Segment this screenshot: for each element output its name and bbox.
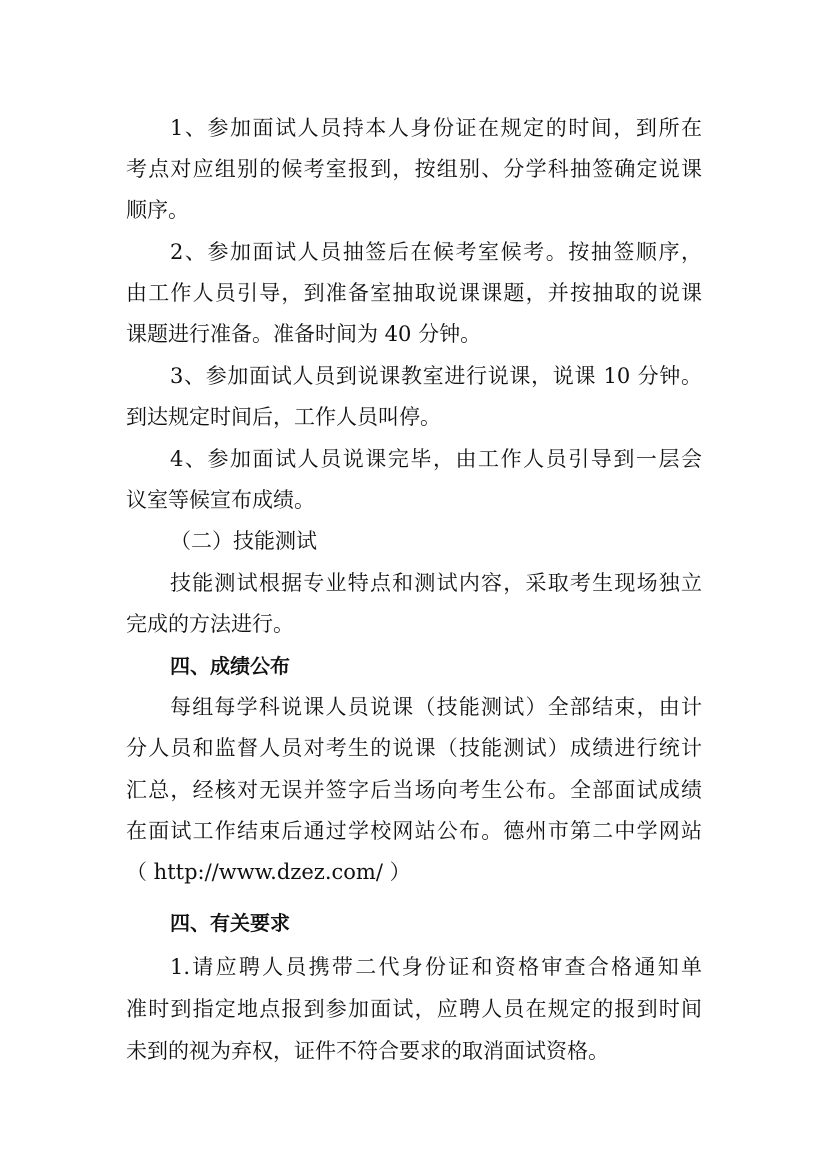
paragraph-line: 汇总，经核对无误并签字后当场向考生公布。全部面试成绩 — [126, 778, 702, 802]
paragraph-line: 1.请应聘人员携带二代身份证和资格审查合格通知单 — [170, 955, 702, 979]
paragraph-line: 课题进行准备。准备时间为 40 分钟。 — [126, 322, 482, 346]
paragraph-line: 分人员和监督人员对考生的说课（技能测试）成绩进行统计 — [126, 736, 702, 760]
paragraph-line: 议室等候宣布成绩。 — [126, 488, 315, 512]
website-link-line: （ http://www.dzez.com/ ） — [126, 860, 411, 884]
paragraph-line: 准时到指定地点报到参加面试，应聘人员在规定的报到时间 — [126, 997, 702, 1021]
paragraph-line: 1、参加面试人员持本人身份证在规定的时间，到所在 — [170, 116, 702, 140]
section-heading: 四、有关要求 — [170, 911, 290, 935]
paragraph-line: 在面试工作结束后通过学校网站公布。德州市第二中学网站 — [126, 819, 702, 843]
paragraph-line: 顺序。 — [126, 198, 189, 222]
section-heading: 四、成绩公布 — [170, 654, 290, 678]
paragraph-line: 考点对应组别的候考室报到，按组别、分学科抽签确定说课 — [126, 157, 702, 181]
paragraph-line: 4、参加面试人员说课完毕，由工作人员引导到一层会 — [170, 447, 702, 471]
paragraph-line: 由工作人员引导，到准备室抽取说课课题，并按抽取的说课 — [126, 281, 702, 305]
paragraph-line: 未到的视为弃权，证件不符合要求的取消面试资格。 — [126, 1039, 609, 1063]
paragraph-line: 到达规定时间后，工作人员叫停。 — [126, 405, 441, 429]
paragraph-line: 2、参加面试人员抽签后在候考室候考。按抽签顺序， — [170, 240, 702, 264]
subsection-heading: （二）技能测试 — [170, 529, 317, 553]
paragraph-line: 每组每学科说课人员说课（技能测试）全部结束，由计 — [170, 695, 702, 719]
paragraph-line: 技能测试根据专业特点和测试内容，采取考生现场独立 — [170, 571, 702, 595]
paragraph-line: 完成的方法进行。 — [126, 612, 294, 636]
paragraph-line: 3、参加面试人员到说课教室进行说课，说课 10 分钟。 — [170, 364, 702, 388]
